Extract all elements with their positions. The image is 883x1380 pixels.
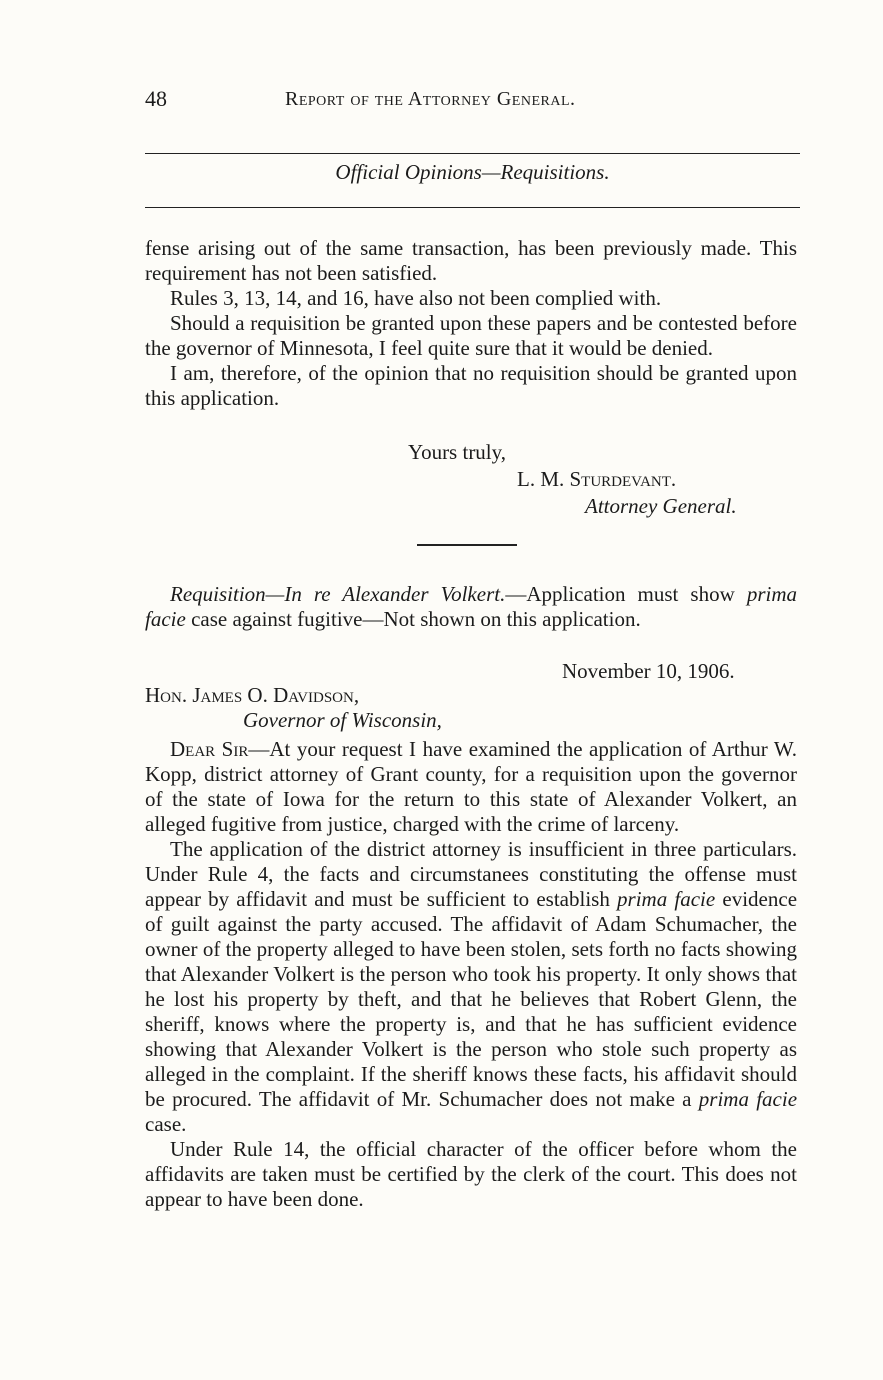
signer-name: L. M. Sturdevant. (517, 467, 677, 491)
opinion-2-paragraph-1 (145, 737, 797, 837)
section-heading: Official Opinions—Requisitions. (335, 160, 610, 184)
opinion-2-body (145, 737, 797, 1212)
headnote-text: —Application must show (505, 582, 735, 606)
headnote-paragraph (145, 582, 797, 632)
letter-date: November 10, 1906. (562, 659, 735, 683)
opinion-2-paragraph-3: Under Rule 14, the official character of the officer before whom the affidavits are taken must be certified by the clerk of the court. This does not appear to have been done. (145, 1137, 797, 1211)
opinion-2-paragraph-2-part-a: The application of the district attorney is insufficient in three particulars. Under Rule 4, the facts and circumstanees constituting the offense must appear by affidavit and must be sufficient to establish (145, 837, 797, 911)
signer-title: Attorney General. (585, 494, 737, 518)
page-number: 48 (145, 86, 167, 111)
opinion-1-body (145, 236, 797, 411)
addressee-title: Governor of Wisconsin, (243, 708, 442, 732)
opinion-2-paragraph-2-part-c: case. (145, 1112, 187, 1136)
report-title: Report of the Attorney General. (285, 88, 576, 110)
closing: Yours truly, (408, 440, 507, 464)
opinion-1-paragraph-4: I am, therefore, of the opinion that no requisition should be granted upon this application. (145, 361, 797, 410)
opinion-2-headnote (145, 582, 797, 632)
opinion-1-paragraph-1: fense arising out of the same transaction, has been previously made. This requirement has not been satisfied. (145, 236, 797, 285)
headnote-case-title: Requisition—In re Alexander Volkert. (170, 582, 506, 606)
opinion-2-paragraph-2 (145, 837, 797, 1137)
separator-rule (417, 544, 517, 546)
prima-facie-2: prima facie (698, 1087, 798, 1111)
top-rule (145, 153, 800, 154)
headnote-prima-facie: prima facie (145, 582, 797, 631)
opinion-2-paragraph-1-text: —At your request I have examined the application of Arthur W. Kopp, district attorney of Grant county, for a requisition upon the governor of the state of Iowa for the return to this state of Alexander Volkert, an alleged fugitive from justice, charged with the crime of larceny. (145, 737, 797, 836)
opinion-1-paragraph-2: Rules 3, 13, 14, and 16, have also not been complied with. (170, 286, 662, 310)
opinion-2-paragraph-2-part-b: evidence of guilt against the party accused. The affidavit of Adam Schumacher, the owner of the property alleged to have been stolen, sets forth no facts showing that Alexander Volkert is the person who took his property. It only shows that he lost his property by theft, and that he believes that Robert Glenn, the sheriff, knows where the property is, and that he has sufficient evidence showing that Alexander Volkert is the person who stole such property as alleged in the complaint. If the sheriff knows these facts, his affidavit should be procured. The affidavit of Mr. Schumacher does not make a (145, 887, 798, 1111)
prima-facie-1: prima facie (617, 887, 716, 911)
addressee: Hon. James O. Davidson, (145, 683, 360, 707)
headnote-rest: case against fugitive—Not shown on this application. (191, 607, 641, 631)
opinion-1-paragraph-3: Should a requisition be granted upon these papers and be contested before the governor of Minnesota, I feel quite sure that it would be denied. (145, 311, 797, 360)
salutation: Dear Sir (170, 737, 249, 761)
running-head (145, 86, 805, 116)
section-rule (145, 207, 800, 208)
